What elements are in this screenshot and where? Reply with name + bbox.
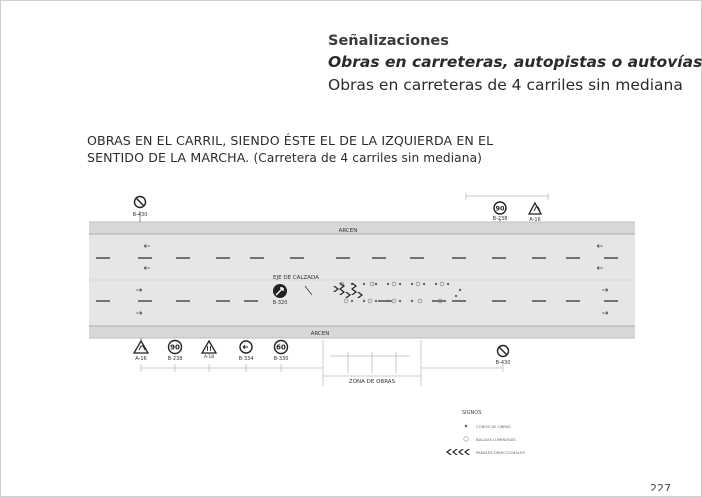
chevron-panel-icon	[446, 449, 470, 455]
sign-code: A-18	[203, 355, 215, 360]
legend-item-panels	[446, 449, 525, 455]
sign-code: B-330	[273, 356, 289, 362]
svg-text:PANELES DIRECCIONALES: PANELES DIRECCIONALES	[476, 450, 525, 455]
shoulder-top-label: ARCEN	[338, 228, 358, 234]
sign-a16-top	[529, 203, 541, 223]
legend-item-cones	[465, 424, 512, 429]
legend-item-lights	[464, 437, 516, 442]
roadworks-warning-icon	[134, 341, 148, 353]
legend-title: SIGNOS	[462, 410, 482, 416]
legend	[446, 410, 525, 455]
sign-b238-top	[493, 202, 508, 222]
mandatory-direction-icon	[273, 284, 287, 298]
sign-code: B-334	[238, 356, 254, 362]
sign-code: A-16	[135, 356, 147, 362]
no-entry-icon	[135, 197, 146, 208]
roadworks-warning-icon	[529, 203, 541, 214]
sign-b430-bottom	[496, 346, 511, 367]
page-number: 227	[650, 482, 671, 491]
speed-limit-icon	[169, 341, 182, 354]
svg-text:90: 90	[170, 343, 180, 352]
work-zone-label: ZONA DE OBRAS	[348, 379, 396, 385]
sign-b334-bottom	[239, 341, 254, 362]
speed-limit-icon	[275, 341, 288, 354]
section-title: Señalizaciones	[328, 33, 449, 49]
sign-code: B-430	[495, 360, 511, 366]
dimension-top	[466, 193, 548, 200]
sign-code: B-320	[272, 300, 288, 306]
figure-heading-line1: OBRAS EN EL CARRIL, SIENDO ÉSTE EL DE LA IZQUIERDA EN EL	[87, 133, 494, 148]
no-entry-icon	[498, 346, 509, 357]
shoulder-bottom	[89, 326, 635, 338]
centerline-label: EJE DE CALZADA	[273, 275, 319, 281]
lane-narrowing-icon	[202, 341, 216, 353]
shoulder-bottom-label: ARCEN	[310, 331, 330, 337]
dimension-bottom	[141, 340, 503, 386]
sign-a18-bottom	[202, 341, 216, 360]
figure-heading-paren: (Carretera de 4 carriles sin mediana)	[253, 151, 483, 165]
cone-icon	[465, 425, 468, 428]
sign-b320-mid	[273, 284, 288, 306]
sign-b238-bottom	[168, 341, 183, 363]
svg-text:BALIZAS LUMINOSAS: BALIZAS LUMINOSAS	[476, 437, 516, 442]
svg-text:60: 60	[276, 343, 286, 352]
page-subtitle: Obras en carreteras de 4 carriles sin mediana	[328, 76, 683, 94]
no-overtaking-icon	[240, 341, 252, 353]
shoulder-top	[89, 222, 635, 234]
figure-heading-main: SENTIDO DE LA MARCHA.	[87, 150, 250, 165]
sign-b330-bottom	[274, 341, 289, 363]
svg-text:CONOS DE OBRAS: CONOS DE OBRAS	[476, 424, 511, 429]
sign-code: B-430	[132, 212, 148, 218]
sign-code: B-238	[167, 356, 183, 362]
light-icon	[464, 437, 468, 441]
sign-code: A-16	[529, 217, 541, 223]
sign-a16-bottom	[134, 338, 148, 362]
sign-code: B-238	[492, 216, 508, 222]
subsection-title: Obras en carreteras, autopistas o autovías	[328, 53, 702, 71]
svg-text:90: 90	[495, 204, 505, 213]
sign-b430-top	[133, 197, 148, 223]
speed-limit-icon	[494, 202, 506, 214]
